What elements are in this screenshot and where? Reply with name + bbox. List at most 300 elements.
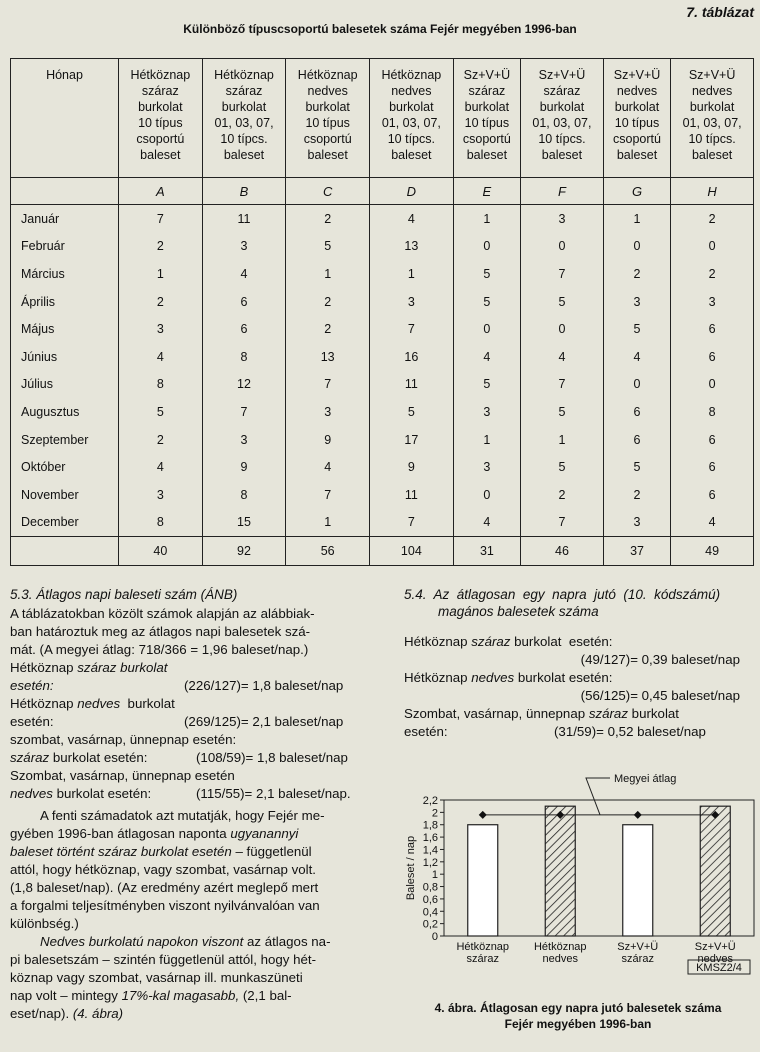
table-row [11,315,754,343]
col-header-line: nedves [616,84,658,98]
left-text [10,605,362,1023]
month-cell: Április [11,288,119,316]
p1-line: A táblázatokban közölt számok alapján az alábbiak- [10,606,315,621]
col-header-line: száraz [225,84,263,98]
value-cell: 7 [370,315,454,343]
y-tick-label: 1,8 [422,819,438,832]
col-header-line: nedves [391,84,432,98]
col-header-line: 10 típus [138,116,183,130]
text: burkolat [627,706,679,721]
value-cell: 0 [453,233,520,261]
value-cell: 5 [521,453,604,481]
table-row [11,260,754,288]
table-title: Különböző típuscsoportú balesetek száma Fejér megyében 1996-ban [183,22,577,36]
month-cell: Május [11,315,119,343]
p3-line [10,1005,362,1023]
month-cell: Február [11,233,119,261]
p2-line: attól, hogy hétköznap, vagy szombat, vasárnap volt. [10,862,317,877]
value-cell: 1 [453,426,520,454]
p2-line: (1,8 baleset/nap). (Az eredmény azért meglepő mert [10,880,319,895]
value-cell: 4 [370,205,454,233]
value-cell: 2 [119,233,203,261]
col-letter: D [370,178,454,205]
col-header-c [286,59,370,178]
month-header: Hónap [11,59,119,178]
value-cell: 4 [119,343,203,371]
col-header-line: baleset [541,148,583,162]
value-cell: 0 [603,233,670,261]
total-cell: 40 [119,537,203,566]
value: (115/55)= 2,1 baleset/nap. [196,786,351,801]
p3-line [10,933,362,951]
value-cell: 4 [521,343,604,371]
col-header-line: 10 típcs. [220,132,268,146]
section-heading-5-4 [404,586,720,620]
value-cell: 0 [453,315,520,343]
text: Hétköznap [404,634,472,649]
col-header-line: nedves [307,84,348,98]
value-cell: 2 [521,481,604,509]
value-cell: 7 [202,398,286,426]
x-tick-label: száraz [621,953,654,965]
value-cell: 11 [370,481,454,509]
value-cell: 11 [202,205,286,233]
y-tick-label: 0,2 [422,918,438,931]
value-cell: 8 [202,481,286,509]
col-header-line: burkolat [138,100,183,114]
total-cell: 49 [671,537,754,566]
text: (2,1 bal- [239,988,292,1003]
col-header-line: nedves [691,84,733,98]
col-header-line: Sz+V+Ü [463,68,511,82]
text: száraz burkolat [77,660,168,675]
value-cell: 4 [286,453,370,481]
x-tick-label: nedves [697,953,733,965]
calc-line: Szombat, vasárnap, ünnepnap esetén [10,768,235,783]
total-cell: 104 [370,537,454,566]
text: esetén: [404,724,448,739]
col-header-line: burkolat [539,100,585,114]
x-tick-label: nedves [542,953,578,965]
heading-line: 5.4. Az átlagosan egy napra jutó (10. kódszámú) [404,587,721,602]
figure-caption [400,1000,756,1032]
text: esetén: [10,714,54,729]
text: ugyanannyi [230,826,299,841]
text: nap volt – mintegy [10,988,122,1003]
text: 17%-kal magasabb, [121,988,240,1003]
calc-line [404,669,754,687]
value-cell: 6 [671,481,754,509]
value-cell: 3 [453,398,520,426]
value-cell: 3 [202,426,286,454]
text: burkolat esetén: [49,750,148,765]
value-cell: 9 [286,426,370,454]
p2-line [10,825,362,843]
col-header-d [370,59,454,178]
value-cell: 8 [671,398,754,426]
col-header-h [671,59,754,178]
text: az átlagos na- [243,934,331,949]
month-cell: Szeptember [11,426,119,454]
col-header-line: 10 típus [614,116,660,130]
p2-line: A fenti számadatok azt mutatják, hogy Fejér me- [40,808,325,823]
month-cell: Október [11,453,119,481]
calc-line [404,633,754,651]
col-letter: F [521,178,604,205]
value-cell: 5 [603,315,670,343]
p1-line: ban határoztuk meg az átlagos napi balesetek szá- [10,624,311,639]
value-cell: 2 [671,205,754,233]
calc-line [10,677,362,695]
value-cell: 1 [521,426,604,454]
p1-line: mát. (A megyei átlag: 718/366 = 1,96 baleset/nap.) [10,642,309,657]
value-cell: 0 [521,233,604,261]
value-cell: 5 [453,288,520,316]
value-cell: 1 [603,205,670,233]
col-header-g [603,59,670,178]
value-cell: 0 [453,481,520,509]
section-heading-5-3: 5.3. Átlagos napi baleseti szám (ÁNB) [10,587,238,602]
text: baleset történt száraz burkolat esetén [10,844,232,859]
value-cell: 2 [119,288,203,316]
value-cell: 2 [286,205,370,233]
value-cell: 6 [202,288,286,316]
value-cell: 15 [202,509,286,537]
value: (31/59)= 0,52 baleset/nap [554,724,706,739]
col-header-line: Hétköznap [297,68,358,82]
col-header-line: csoportú [136,132,185,146]
col-header-line: 10 típcs. [688,132,736,146]
table-row [11,205,754,233]
text: burkolat esetén: [514,670,613,685]
value-cell: 11 [370,371,454,399]
totals-row [11,537,754,566]
col-header-b [202,59,286,178]
value-cell: 7 [521,371,604,399]
value-cell: 6 [671,426,754,454]
text: burkolat esetén: [52,786,152,801]
value-cell: 3 [286,398,370,426]
col-letter: E [453,178,520,205]
value-cell: 8 [119,509,203,537]
col-letter: G [603,178,670,205]
p2-line [10,843,362,861]
text: Hétköznap [10,696,78,711]
col-letter: C [286,178,370,205]
col-header-a [119,59,203,178]
text: (4. ábra) [72,1006,124,1021]
col-header-line: 10 típcs. [387,132,435,146]
text: burkolat esetén: [510,634,613,649]
value-cell: 8 [119,371,203,399]
value-cell: 7 [521,509,604,537]
value-cell: 3 [603,509,670,537]
value-cell: 13 [286,343,370,371]
text: – függetlenül [231,844,312,859]
text: Szombat, vasárnap, ünnepnap [404,706,589,721]
bar [623,825,653,936]
col-header-line: baleset [616,148,658,162]
x-tick-label: Hétköznap [533,941,587,953]
col-header-line: száraz [141,84,179,98]
col-header-line: 10 típcs. [538,132,586,146]
value-cell: 5 [603,453,670,481]
y-tick-label: 0,4 [422,906,438,919]
value: (226/127)= 1,8 baleset/nap [184,678,344,693]
stamp-label: KMSZ2/4 [696,962,742,974]
value-cell: 4 [453,343,520,371]
text: gyében 1996-ban átlagosan naponta [10,826,231,841]
value-cell: 6 [671,315,754,343]
text: Nedves burkolatú napokon viszont [40,934,244,949]
value-cell: 2 [671,260,754,288]
value-cell: 3 [453,453,520,481]
text: nedves [10,786,53,801]
col-header-f [521,59,604,178]
col-header-e [453,59,520,178]
col-header-line: burkolat [689,100,735,114]
col-header-line: burkolat [389,100,434,114]
p2-line: a forgalmi teljesítményben viszont nyilvánvalóan van [10,898,320,913]
col-header-line: csoportú [613,132,661,146]
bar [700,806,730,936]
col-header-line: 01, 03, 07, [532,116,592,130]
total-cell: 37 [603,537,670,566]
value-cell: 7 [119,205,203,233]
calc-line [10,749,362,767]
col-header-line: 01, 03, 07, [682,116,742,130]
table-row [11,509,754,537]
p3-line: köznap vagy szombat, vasárnap ill. munkaszüneti [10,970,303,985]
month-cell: Január [11,205,119,233]
x-tick-label: száraz [466,953,499,965]
col-header-line: baleset [140,148,181,162]
bar [468,825,498,936]
value-cell: 6 [671,343,754,371]
value-cell: 17 [370,426,454,454]
value-cell: 9 [202,453,286,481]
x-tick-label: Sz+V+Ü [694,941,736,953]
value-cell: 12 [202,371,286,399]
value-cell: 0 [603,371,670,399]
table-row [11,426,754,454]
month-cell: Augusztus [11,398,119,426]
col-header-line: baleset [391,148,432,162]
col-header-line: Hétköznap [381,68,442,82]
p2-line: különbség.) [10,916,79,931]
value-cell: 1 [370,260,454,288]
col-header-line: baleset [223,148,265,162]
value-cell: 4 [119,453,203,481]
reference-leader [586,778,610,815]
text: száraz [588,706,628,721]
caption-line: Fejér megyében 1996-ban [504,1017,652,1031]
month-cell: Március [11,260,119,288]
col-header-line: burkolat [305,100,350,114]
value-cell: 5 [370,398,454,426]
y-tick-label: 1,4 [422,844,438,857]
total-cell: 46 [521,537,604,566]
text: esetén: [10,678,54,693]
x-tick-label: Hétköznap [456,941,510,953]
y-tick-label: 2,2 [422,795,438,807]
calc-value: (56/125)= 0,45 baleset/nap [580,688,740,703]
p3-line [10,987,362,1005]
value-cell: 3 [521,205,604,233]
month-cell: Június [11,343,119,371]
text: Hétköznap [404,670,472,685]
month-cell: November [11,481,119,509]
col-header-line: csoportú [462,132,511,146]
total-cell: 92 [202,537,286,566]
value-cell: 3 [119,315,203,343]
calc-line: szombat, vasárnap, ünnepnap esetén: [10,732,237,747]
col-header-line: száraz [543,84,581,98]
y-tick-label: 0,6 [422,893,438,906]
value-cell: 4 [603,343,670,371]
value-cell: 2 [603,481,670,509]
bar-chart [400,768,756,980]
value-cell: 6 [671,453,754,481]
value-cell: 7 [370,509,454,537]
text: eset/nap). [10,1006,73,1021]
y-tick-label: 0 [431,931,438,943]
text: száraz [10,750,50,765]
col-header-line: 10 típus [305,116,350,130]
calc-line [10,659,362,677]
caption-line: 4. ábra. Átlagosan egy napra jutó balesetek száma [434,1001,722,1015]
table-row [11,371,754,399]
col-letter: H [671,178,754,205]
value-cell: 13 [370,233,454,261]
value-cell: 4 [671,509,754,537]
value-cell: 7 [521,260,604,288]
y-tick-label: 0,8 [422,881,438,894]
col-header-line: csoportú [303,132,352,146]
month-cell: December [11,509,119,537]
text: nedves [77,696,121,711]
table-number: 7. táblázat [686,4,754,20]
col-header-line: baleset [466,148,508,162]
x-tick-label: Sz+V+Ü [617,941,659,953]
value-cell: 2 [286,288,370,316]
value-cell: 16 [370,343,454,371]
col-header-line: 01, 03, 07, [381,116,441,130]
value-cell: 4 [202,260,286,288]
y-axis-label: Baleset / nap [405,835,417,901]
header-row [11,59,754,178]
col-header-line: baleset [691,148,733,162]
calc-line [10,713,362,731]
col-header-line: 01, 03, 07, [214,116,274,130]
col-header-line: burkolat [221,100,267,114]
value-cell: 3 [671,288,754,316]
value-cell: 6 [603,426,670,454]
table-row [11,233,754,261]
col-letter: B [202,178,286,205]
reference-marker [634,811,642,819]
text: burkolat [120,696,175,711]
calc-line [10,785,362,803]
reference-marker [479,811,487,819]
value-cell: 6 [202,315,286,343]
col-header-line: baleset [307,148,348,162]
value-cell: 2 [119,426,203,454]
value-cell: 3 [603,288,670,316]
heading-line: magános balesetek száma [438,604,599,619]
y-tick-label: 1 [431,869,438,882]
value-cell: 3 [119,481,203,509]
calc-line [10,695,362,713]
totals-label-cell [11,537,119,566]
value-cell: 5 [286,233,370,261]
value-cell: 5 [453,371,520,399]
value-cell: 9 [370,453,454,481]
col-header-line: Hétköznap [214,68,274,82]
value-cell: 2 [286,315,370,343]
col-header-line: Sz+V+Ü [688,68,736,82]
table-row [11,288,754,316]
value: (269/125)= 2,1 baleset/nap [184,714,344,729]
accident-table [10,58,754,566]
value-cell: 5 [521,398,604,426]
value-cell: 0 [521,315,604,343]
value-cell: 0 [671,233,754,261]
calc-line [404,723,754,741]
value-cell: 1 [119,260,203,288]
total-cell: 31 [453,537,520,566]
col-header-line: burkolat [614,100,660,114]
reference-line-label: Megyei átlag [614,773,677,785]
calc-value: (49/127)= 0,39 baleset/nap [580,652,740,667]
text: nedves [471,670,515,685]
value-cell: 3 [202,233,286,261]
col-letter: A [119,178,203,205]
col-header-line: száraz [468,84,506,98]
col-header-line: Sz+V+Ü [538,68,586,82]
table-row [11,398,754,426]
text: Hétköznap [10,660,78,675]
right-text [404,633,754,741]
y-tick-label: 1,6 [422,832,438,845]
value-cell: 0 [671,371,754,399]
value-cell: 2 [603,260,670,288]
value-cell: 3 [370,288,454,316]
value-cell: 1 [453,205,520,233]
col-header-line: Sz+V+Ü [613,68,661,82]
value-cell: 5 [453,260,520,288]
table-row [11,453,754,481]
value-cell: 8 [202,343,286,371]
value-cell: 4 [453,509,520,537]
p3-line: pi balesetszám – szintén függetlenül attól, hogy hét- [10,952,317,967]
bar [545,806,575,936]
total-cell: 56 [286,537,370,566]
calc-line [404,705,754,723]
y-tick-label: 2 [431,807,438,820]
value-cell: 1 [286,260,370,288]
table-row [11,481,754,509]
value-cell: 7 [286,371,370,399]
value-cell: 1 [286,509,370,537]
y-tick-label: 1,2 [422,856,438,869]
value-cell: 5 [119,398,203,426]
col-header-line: burkolat [464,100,510,114]
letter-blank [11,178,119,205]
value-cell: 6 [603,398,670,426]
text: száraz [471,634,511,649]
table-row [11,343,754,371]
